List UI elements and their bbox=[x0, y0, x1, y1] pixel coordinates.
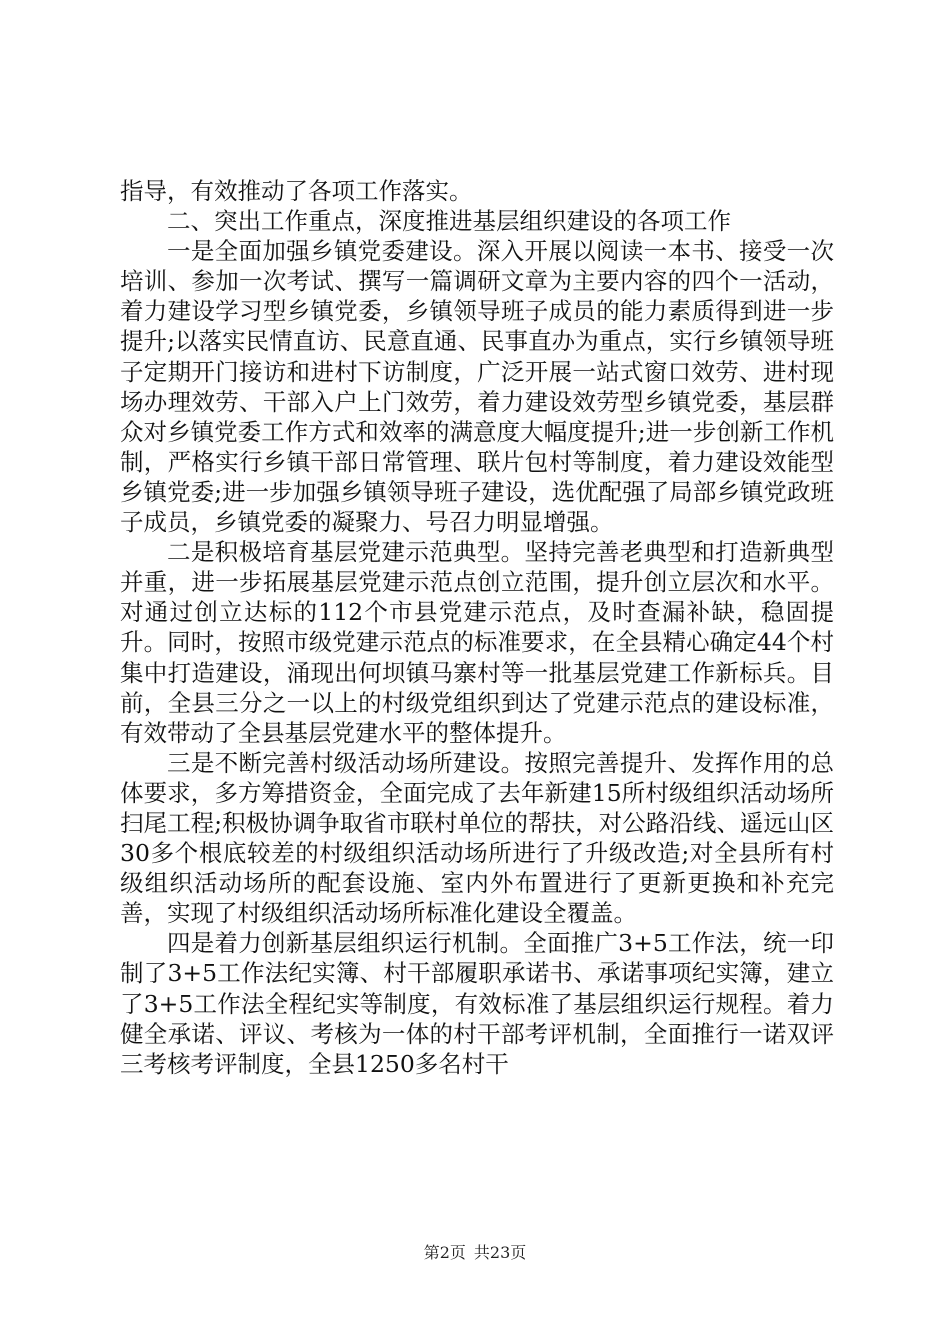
paragraph: 指导，有效推动了各项工作落实。 bbox=[120, 177, 473, 205]
paragraph: 四是着力创新基层组织运行机制。全面推广3+5工作法，统一印制了3+5工作法纪实簿、村干部履职承诺书、承诺事项纪实簿，建立了3+5工作法全程纪实等制度，有效标准了基层组织运行规程。着力健全承诺、评议、考核为一体的村干部考评机制，全面推行一诺双评三考核考评制度，全县1250多名村干 bbox=[120, 929, 834, 1078]
paragraph: 三是不断完善村级活动场所建设。按照完善提升、发挥作用的总体要求，多方筹措资金，全面完成了去年新建15所村级组织活动场所扫尾工程;积极协调争取省市联村单位的帮扶，对公路沿线、遥远山区30多个根底较差的村级组织活动场所进行了升级改造;对全县所有村级组织活动场所的配套设施、室内外布置进行了更新更换和补充完善，实现了村级组织活动场所标准化建设全覆盖。 bbox=[120, 748, 834, 928]
section-heading: 二、突出工作重点，深度推进基层组织建设的各项工作 bbox=[167, 207, 731, 236]
page-footer bbox=[0, 1243, 950, 1263]
paragraph: 一是全面加强乡镇党委建设。深入开展以阅读一本书、接受一次培训、参加一次考试、撰写一篇调研文章为主要内容的四个一活动，着力建设学习型乡镇党委，乡镇领导班子成员的能力素质得到进一步提升;以落实民情直访、民意直通、民事直办为重点，实行乡镇领导班子定期开门接访和进村下访制度，广泛开展一站式窗口效劳、进村现场办理效劳、干部入户上门效劳，着力建设效劳型乡镇党委，基层群众对乡镇党委工作方式和效率的满意度大幅度提升;进一步创新工作机制，严格实行乡镇干部日常管理、联片包村等制度，着力建设效能型乡镇党委;进一步加强乡镇领导班子建设，选优配强了局部乡镇党政班子成员，乡镇党委的凝聚力、号召力明显增强。 bbox=[120, 237, 834, 537]
page-total: 共23页 bbox=[473, 1243, 527, 1262]
page-number: 第2页 bbox=[423, 1243, 466, 1262]
document-body bbox=[120, 176, 834, 1079]
paragraph: 二是积极培育基层党建示范典型。坚持完善老典型和打造新典型并重，进一步拓展基层党建示范点创立范围，提升创立层次和水平。对通过创立达标的112个市县党建示范点，及时查漏补缺，稳固提升。同时，按照市级党建示范点的标准要求，在全县精心确定44个村集中打造建设，涌现出何坝镇马寨村等一批基层党建工作新标兵。目前，全县三分之一以上的村级党组织到达了党建示范点的建设标准，有效带动了全县基层党建水平的整体提升。 bbox=[120, 538, 834, 747]
